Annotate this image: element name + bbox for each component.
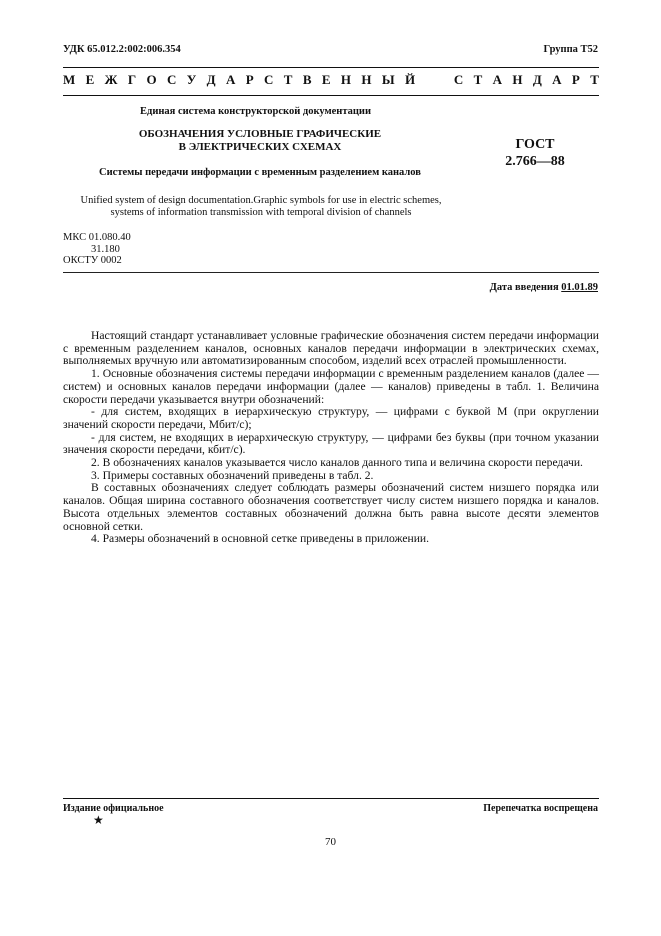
document-subtitle: Системы передачи информации с временным разделением каналов bbox=[99, 167, 421, 178]
classification-codes bbox=[63, 232, 131, 267]
banner-letter: Д bbox=[206, 72, 216, 87]
mks-code-2: 31.180 bbox=[91, 243, 120, 255]
banner-bottom-rule bbox=[63, 95, 599, 96]
gost-number: 2.766—88 bbox=[505, 154, 565, 169]
banner-letter: Г bbox=[127, 72, 137, 87]
english-title-line-1: Unified system of design documentation.Graphic symbols for use in electric schemes, bbox=[80, 195, 442, 206]
document-title-line-1: ОБОЗНАЧЕНИЯ УСЛОВНЫЕ ГРАФИЧЕСКИЕ bbox=[138, 128, 382, 140]
official-edition: Издание официальное bbox=[63, 803, 164, 814]
banner-letter: С bbox=[264, 72, 274, 87]
paragraph-2: 2. В обозначениях каналов указывается число каналов данного типа и величина скорости передачи. bbox=[91, 456, 583, 470]
introduction-date-value: 01.01.89 bbox=[561, 282, 598, 293]
mks-code-1: МКС 01.080.40 bbox=[63, 232, 131, 243]
english-title bbox=[63, 195, 459, 219]
top-rule bbox=[63, 67, 599, 68]
reprint-prohibited: Перепечатка воспрещена bbox=[483, 803, 598, 814]
banner-letter: Р bbox=[571, 72, 580, 87]
paragraph-intro: Настоящий стандарт устанавливает условные графические обозначения систем передачи информации с временным разделением каналов, основных каналов передачи информации в электрических схемах, выполняемых вручную или автоматизированным способом, изделий всех отраслей промышленности. bbox=[63, 329, 599, 368]
banner-letter: Т bbox=[473, 72, 483, 87]
banner-letter: А bbox=[225, 72, 236, 87]
banner-letter: Ж bbox=[104, 72, 118, 87]
banner-letter: Т bbox=[283, 72, 293, 87]
footer-rule bbox=[63, 798, 599, 799]
paragraph-3: 3. Примеры составных обозначений приведены в табл. 2. bbox=[91, 468, 374, 482]
header-bottom-rule bbox=[63, 272, 599, 273]
banner-letter: М bbox=[63, 72, 76, 87]
english-title-line-2: systems of information transmission with temporal division of channels bbox=[110, 207, 412, 218]
banner-letter: Е bbox=[321, 72, 331, 87]
standard-banner bbox=[63, 72, 599, 88]
banner-letter: Н bbox=[340, 72, 352, 87]
banner-letter: Ы bbox=[381, 72, 395, 87]
banner-letter: У bbox=[186, 72, 197, 87]
banner-letter: С bbox=[453, 72, 464, 87]
group-code: Группа Т52 bbox=[543, 44, 598, 55]
body-text bbox=[63, 330, 599, 546]
banner-letter: С bbox=[167, 72, 177, 87]
document-title-line-2: В ЭЛЕКТРИЧЕСКИХ СХЕМАХ bbox=[178, 141, 342, 153]
banner-letter: Н bbox=[361, 72, 372, 87]
banner-letter: Н bbox=[512, 72, 523, 87]
page-number: 70 bbox=[325, 836, 336, 848]
banner-word-gap bbox=[425, 72, 443, 88]
gost-designation bbox=[490, 136, 580, 170]
banner-letter: Т bbox=[590, 72, 599, 87]
paragraph-1-item-a: - для систем, входящих в иерархическую структуру, — цифрами с буквой М (при округлении значений скорости передачи, Мбит/с); bbox=[63, 405, 599, 431]
banner-letter: О bbox=[146, 72, 157, 87]
banner-letter: Й bbox=[404, 72, 416, 87]
banner-letter: Р bbox=[245, 72, 254, 87]
okstu-code: ОКСТУ 0002 bbox=[63, 255, 122, 266]
banner-letter: А bbox=[492, 72, 502, 87]
document-title bbox=[120, 128, 400, 154]
system-name: Единая система конструкторской документации bbox=[140, 106, 371, 117]
gost-label: ГОСТ bbox=[515, 137, 555, 152]
paragraph-4: 4. Размеры обозначений в основной сетке приведены в приложении. bbox=[91, 532, 430, 546]
introduction-date-label: Дата введения bbox=[489, 282, 559, 293]
paragraph-1: 1. Основные обозначения системы передачи информации с временным разделением каналов (далее — систем) и основных каналов передачи информации (далее — каналов) приведены в табл. 1. Величина скорости передачи указывается внутри обозначений: bbox=[63, 367, 599, 406]
banner-letter: В bbox=[302, 72, 312, 87]
banner-letter: Д bbox=[532, 72, 542, 87]
banner-letter: А bbox=[552, 72, 562, 87]
paragraph-3-detail: В составных обозначениях следует соблюдать размеры обозначений систем низшего порядка или каналов. Общая ширина составного обозначения соответствует числу систем низшего порядка и каналов. Высота отдельных элементов составных обозначений должна быть равна высоте десяти элементов основной сетки. bbox=[63, 481, 599, 533]
paragraph-1-item-b: - для систем, не входящих в иерархическую структуру, — цифрами без буквы (при точном указании значения скорости передачи, кбит/с). bbox=[63, 430, 599, 457]
banner-letter: Е bbox=[85, 72, 95, 87]
introduction-date bbox=[490, 282, 598, 293]
udk-code: УДК 65.012.2:002:006.354 bbox=[63, 44, 181, 55]
star-icon: ★ bbox=[93, 813, 104, 827]
